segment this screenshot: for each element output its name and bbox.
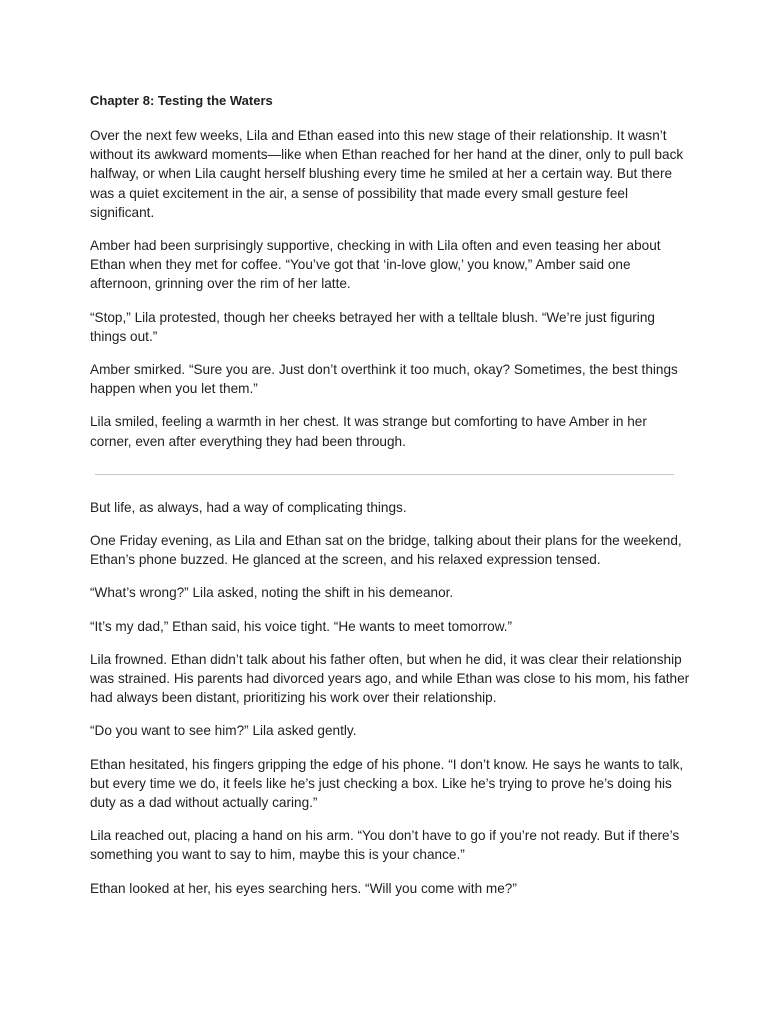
paragraph: Over the next few weeks, Lila and Ethan eased into this new stage of their relationship. It wasn’t without its awkward moments—like when Ethan reached for her hand at the diner, only to pull back halfway, or when Lila caught herself blushing every time he smiled at her a certain way. But there was a quiet excitement in the air, a sense of possibility that made every small gesture feel significant. (90, 128, 684, 220)
paragraph: Lila frowned. Ethan didn’t talk about his father often, but when he did, it was clear their relationship was strained. His parents had divorced years ago, and while Ethan was close to his mom, his father had always been distant, prioritizing his work over their relationship. (90, 651, 690, 706)
paragraph: “Do you want to see him?” Lila asked gently. (90, 723, 357, 739)
paragraph: Ethan looked at her, his eyes searching hers. “Will you come with me?” (90, 880, 517, 896)
paragraph: “It’s my dad,” Ethan said, his voice tight. “He wants to meet tomorrow.” (90, 618, 513, 634)
paragraph: One Friday evening, as Lila and Ethan sat on the bridge, talking about their plans for the weekend, Ethan’s phone buzzed. He glanced at the screen, and his relaxed expression tensed. (90, 533, 682, 568)
paragraph: Ethan hesitated, his fingers gripping the edge of his phone. “I don’t know. He says he wants to talk, but every time we do, it feels like he’s just checking a box. Like he’s trying to prove he’s doing his duty as a dad without actually caring.” (90, 756, 684, 811)
paragraph: “What’s wrong?” Lila asked, noting the shift in his demeanor. (90, 585, 454, 601)
document-page (90, 91, 690, 912)
section-divider (95, 474, 674, 475)
paragraph: Amber smirked. “Sure you are. Just don’t overthink it too much, okay? Sometimes, the best things happen when you let them.” (90, 362, 678, 397)
section-two (90, 498, 690, 898)
section-one (90, 126, 690, 451)
paragraph: Amber had been surprisingly supportive, checking in with Lila often and even teasing her about Ethan when they met for coffee. “You’ve got that ‘in-love glow,’ you know,” Amber said one afternoon, grinning over the rim of her latte. (90, 238, 661, 292)
paragraph: Lila reached out, placing a hand on his arm. “You don’t have to go if you’re not ready. But if there’s something you want to say to him, maybe this is your chance.” (90, 828, 680, 863)
paragraph: “Stop,” Lila protested, though her cheeks betrayed her with a telltale blush. “We’re just figuring things out.” (90, 309, 655, 344)
paragraph: But life, as always, had a way of complicating things. (90, 499, 407, 515)
chapter-title: Chapter 8: Testing the Waters (90, 93, 273, 108)
paragraph: Lila smiled, feeling a warmth in her chest. It was strange but comforting to have Amber in her corner, even after everything they had been through. (90, 414, 647, 449)
